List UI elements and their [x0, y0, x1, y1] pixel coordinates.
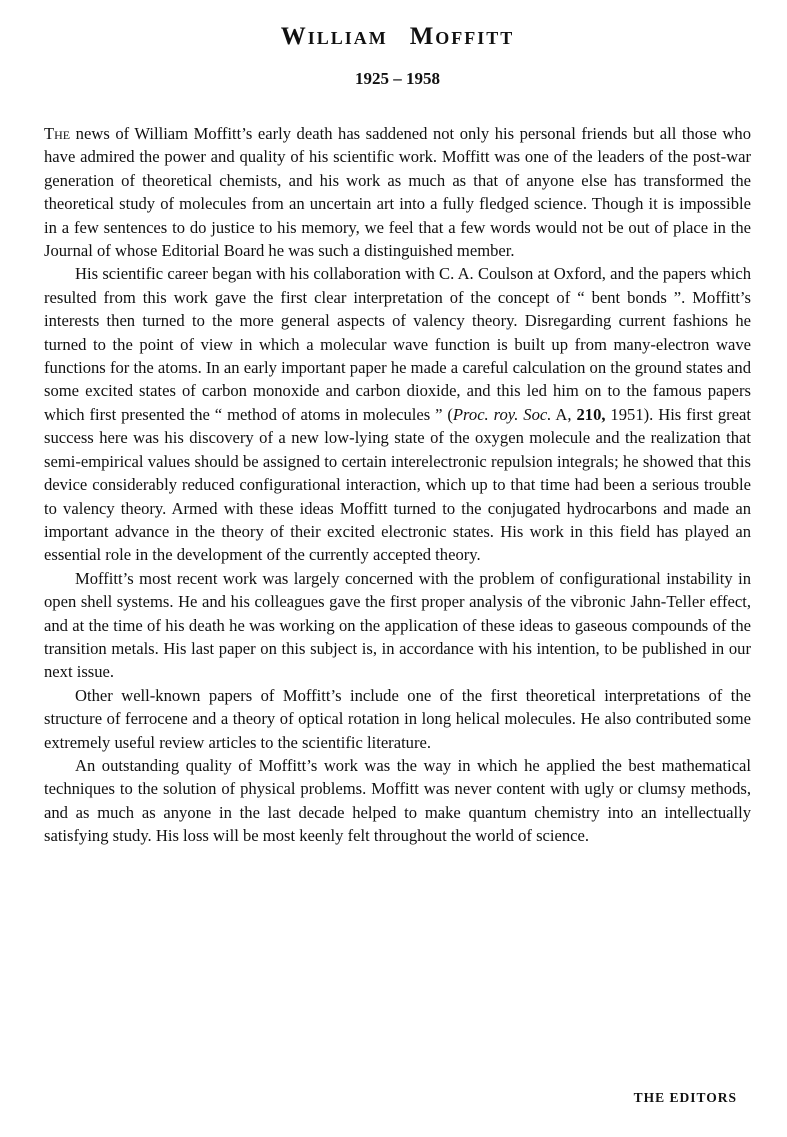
title-last-name: Moffitt — [409, 23, 515, 50]
paragraph-2-text-a: His scientific career began with his collaboration with C. A. Coulson at Oxford, and the papers which resulted from this work gave the first clear interpretation of the concept of “ bent bonds ”. Moffitt’s interests then turned to the more general aspects of valency theory. Disregarding current fashions he turned to the point of view in which a molecular wave function is built up from many-electron wave functions for the atoms. In an early important paper he made a careful calculation on the ground states and some excited states of carbon monoxide and carbon dioxide, and this led him on to the famous papers which first presented the “ method of atoms in molecules ” ( — [44, 264, 751, 424]
life-dates: 1925 – 1958 — [355, 69, 440, 88]
citation-volume: 210, — [576, 404, 606, 424]
paragraph-1-text: news of William Moffitt’s early death has saddened not only his personal friends but all those who have admired the power and quality of his scientific work. Moffitt was one of the leaders of the post-war generation of theoretical chemists, and his work as much as that of anyone else has transformed the theoretical study of molecules from an uncertain art into a fully fledged science. Though it is impossible in a few sentences to do justice to his memory, we feel that a few words would not be out of place in the Journal of whose Editorial Board he was such a distinguished member. — [44, 124, 751, 261]
paragraph-5: An outstanding quality of Moffitt’s work was the way in which he applied the best mathematical techniques to the solution of physical problems. Moffitt was never content with ugly or clumsy methods, and as much as anyone in the last decade helped to make quantum chemistry into an intellectually satisfying study. His loss will be most keenly felt throughout the world of science. — [44, 755, 751, 846]
page-title — [44, 22, 751, 52]
title-first-name: William — [280, 23, 388, 50]
paragraph-2 — [44, 262, 751, 566]
signature: THE EDITORS — [633, 1090, 737, 1105]
article-body — [44, 122, 751, 848]
paragraph-3: Moffitt’s most recent work was largely concerned with the problem of configurational instability in open shell systems. He and his colleagues gave the first proper analysis of the vibronic Jahn-Teller effect, and at the time of his death he was working on the application of these ideas to gaseous compounds of the transition metals. His last paper on this subject is, in accordance with his intention, to be published in our next issue. — [44, 568, 751, 682]
paragraph-4: Other well-known papers of Moffitt’s include one of the first theoretical interpretations of the structure of ferrocene and a theory of optical rotation in long helical molecules. He also contributed some extremely useful review articles to the scientific literature. — [44, 685, 751, 752]
paragraph-2-text-b: 1951). His first great success here was his discovery of a new low-lying state of the oxygen molecule and the realization that semi-empirical values should be assigned to certain interelectronic repulsion integrals; he showed that this device considerably reduced configurational interaction, which up to that time had been a serious trouble to valency theory. Armed with these ideas Moffitt turned to the conjugated hydrocarbons and made an important advance in the theory of their excited electronic states. His work in this field has played an essential role in the development of the currently accepted theory. — [44, 404, 751, 565]
paragraph-1 — [44, 122, 751, 262]
citation-journal: Proc. roy. Soc. — [452, 404, 552, 424]
paragraph-1-lead: The — [44, 124, 71, 143]
citation-series: A, — [551, 404, 577, 424]
